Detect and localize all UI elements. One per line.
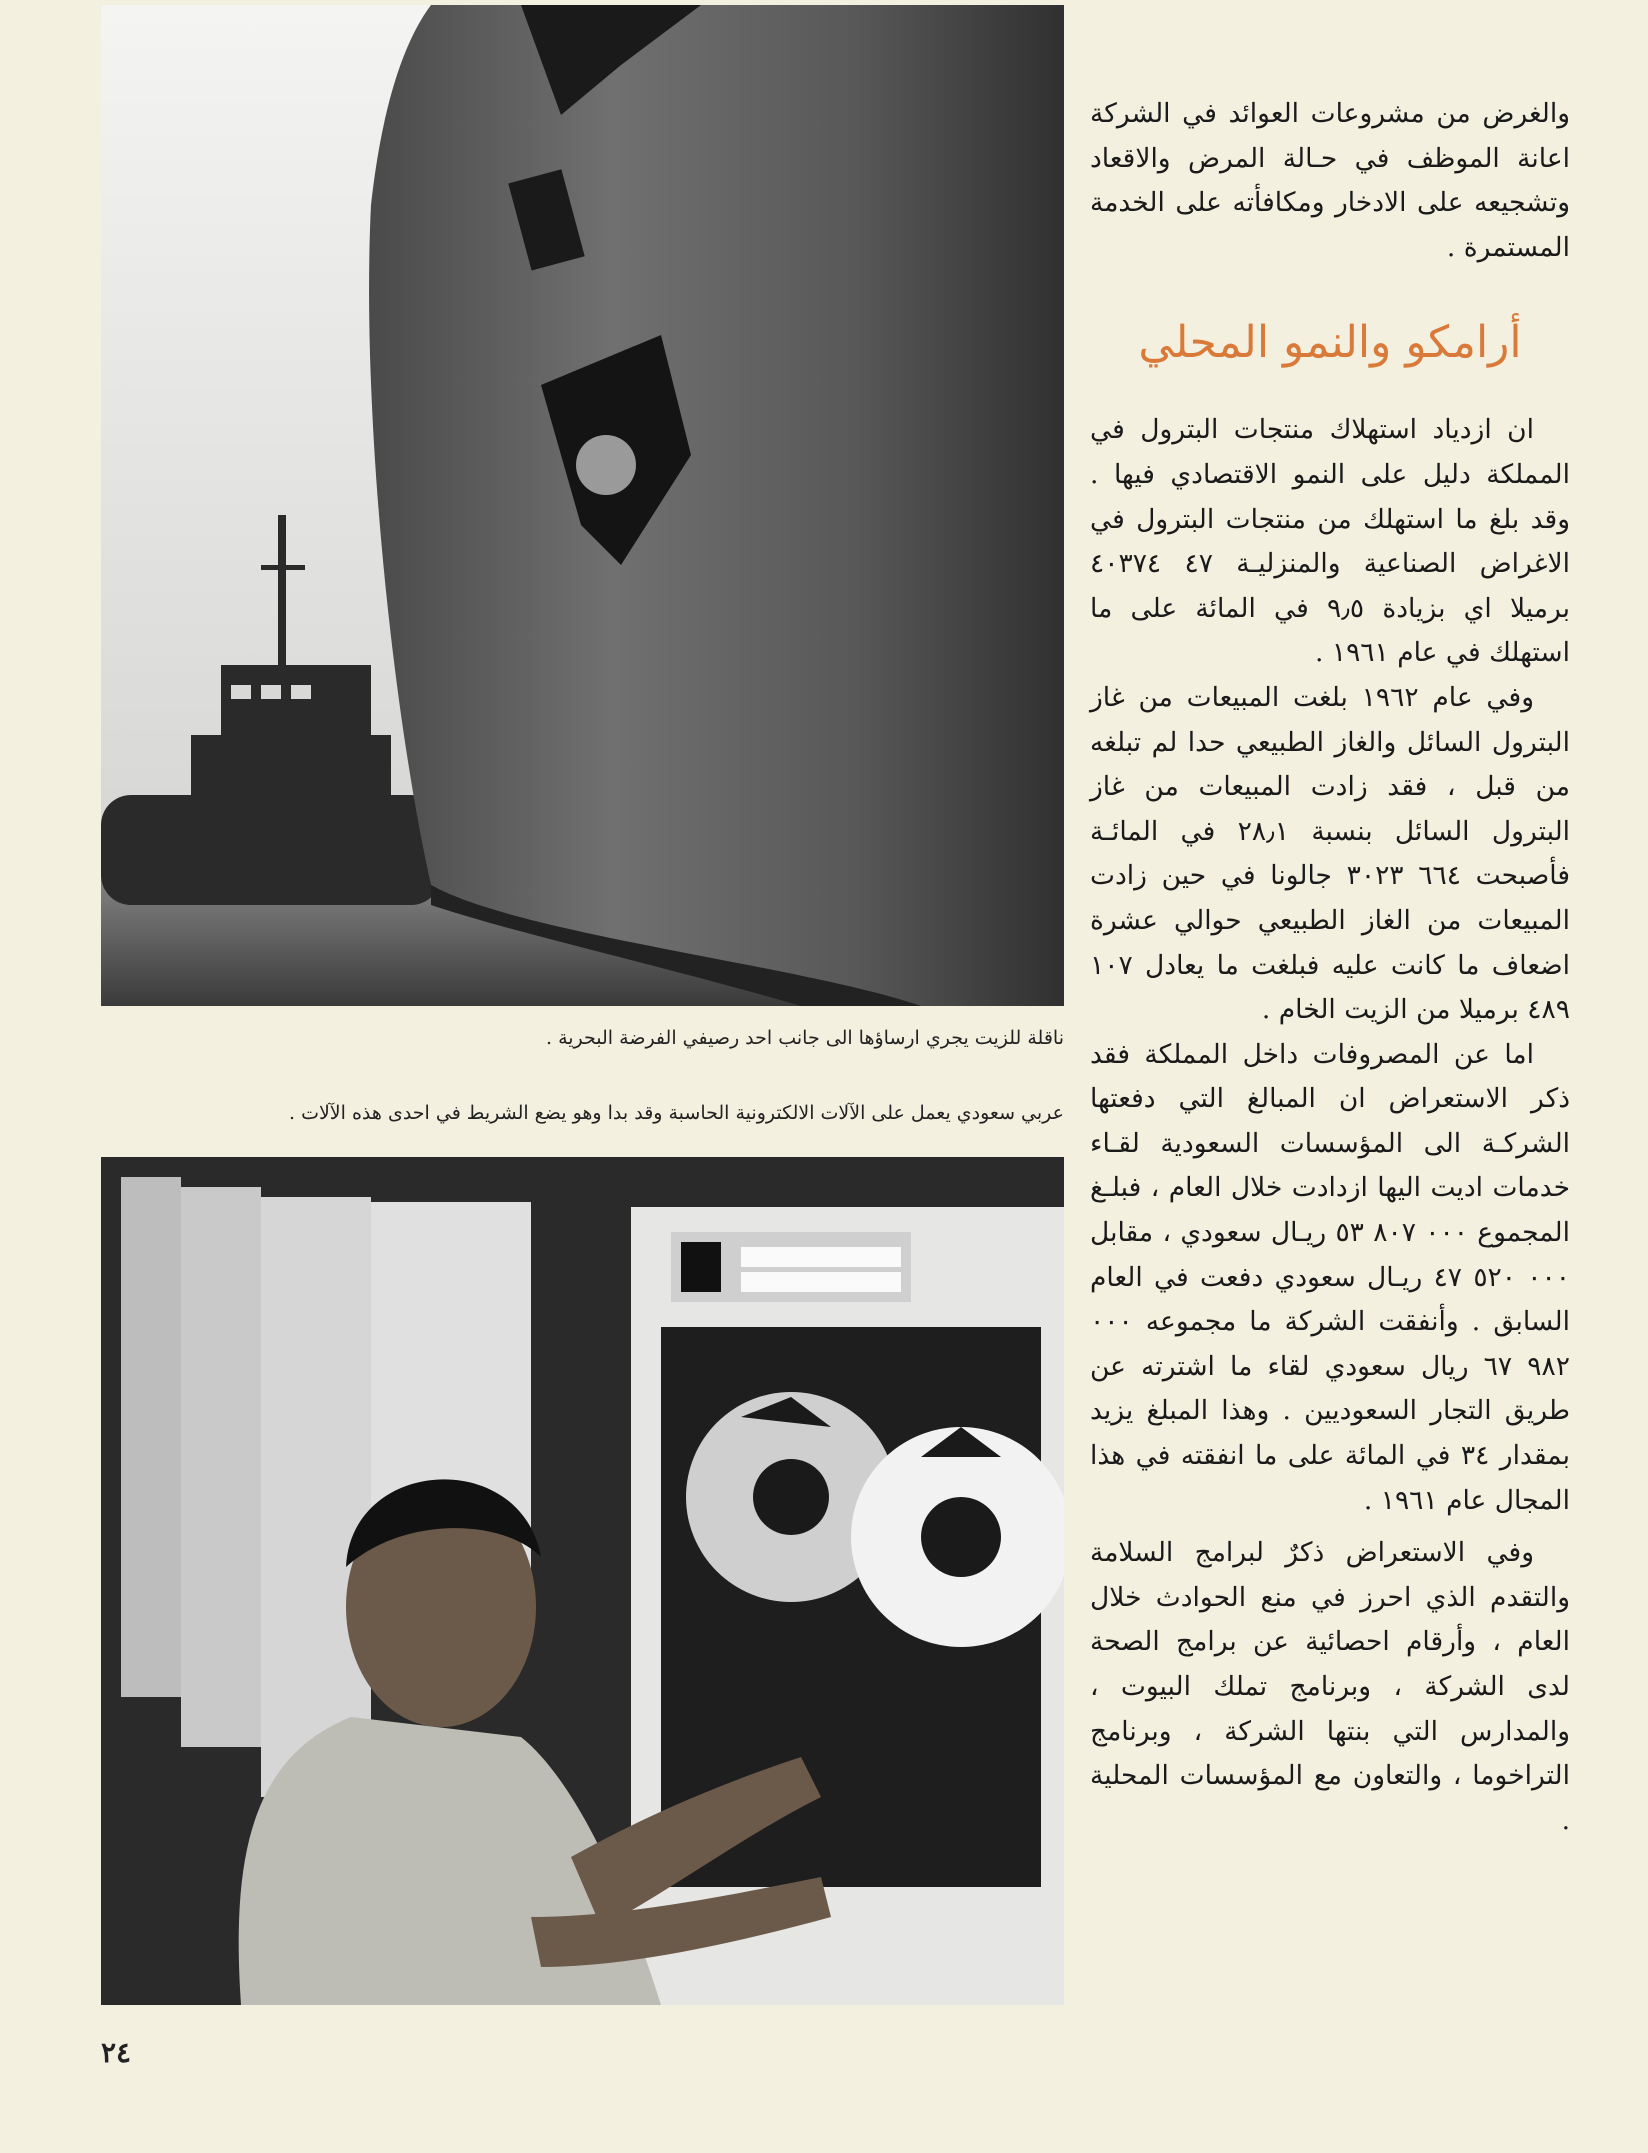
computer-photo (101, 1157, 1064, 2005)
tanker-caption: ناقلة للزيت يجري ارساؤها الى جانب احد رصيفي الفرضة البحرية . (545, 1027, 1064, 1049)
computer-caption: عربي سعودي يعمل على الآلات الالكترونية الحاسبة وقد بدا وهو يضع الشريط في احدى هذه الآلات . (289, 1102, 1064, 1124)
intro-paragraph: والغرض من مشروعات العوائد في الشركة اعانة الموظف في حـالة المرض والاقعاد وتشجيعه على الادخار ومكافأته على الخدمة المستمرة . (1090, 98, 1570, 263)
page-number: ٢٤ (101, 2036, 132, 2069)
article-paragraph: وفي عام ١٩٦٢ بلغت المبيعات من غاز البترول السائل والغاز الطبيعي حدا لم تبلغه من قبل ، فقد زادت المبيعات من غاز البترول السائل بنسبة ٢٨٫١ في المائـة فأصبحت ٦٦٤ ٣٠٢٣ جالونا في حين زادت المبيعات من الغاز الطبيعي حوالي عشرة اضعاف ما كانت عليه فبلغت ما يعادل ١٠٧ ٤٨٩ برميلا من الزيت الخام . (1090, 681, 1571, 1026)
section-heading: أرامكو والنمو المحلي (1138, 317, 1522, 369)
computer-illustration (101, 1157, 1064, 2005)
tanker-photo (101, 5, 1064, 1006)
article-paragraph: ان ازدياد استهلاك منتجات البترول في المملكة دليل على النمو الاقتصادي فيها . وقد بلغ ما استهلك من منتجات البترول في الاغراض الصناعية والمنزليـة ٤٧ ٤٠٣٧٤ برميلا اي بزيادة ٩٫٥ في المائة على ما استهلك في عام ١٩٦١ . (1090, 414, 1570, 669)
tanker-illustration (101, 5, 1064, 1006)
article-paragraph: اما عن المصروفات داخل المملكة فقد ذكر الاستعراض ان المبالغ التي دفعتها الشركـة الى المؤسسات السعودية لقـاء خدمات اديت اليها ازدادت خلال العام ، فبلـغ المجموع ٠٠٠ ٨٠٧ ٥٣ ريـال سعودي ، مقابل ٠٠٠ ٥٢٠ ٤٧ ريـال سعودي دفعت في العام السابق . وأنفقت الشركة ما مجموعه ٠٠٠ ٩٨٢ ٦٧ ريال سعودي لقاء ما اشترته عن طريق التجار السعوديين . وهذا المبلغ يزيد بمقدار ٣٤ في المائة على ما انفقته في هذا المجال عام ١٩٦١ . (1090, 1038, 1570, 1516)
article-column (1090, 92, 1570, 1843)
article-paragraph: وفي الاستعراض ذكرٌ لبرامج السلامة والتقدم الذي احرز في منع الحوادث خلال العام ، وأرقام احصائية عن برامج الصحة لدى الشركة ، وبرنامج تملك البيوت ، والمدارس التي بنتها الشركة ، وبرنامج التراخوما ، والتعاون مع المؤسسات المحلية . (1090, 1537, 1570, 1836)
